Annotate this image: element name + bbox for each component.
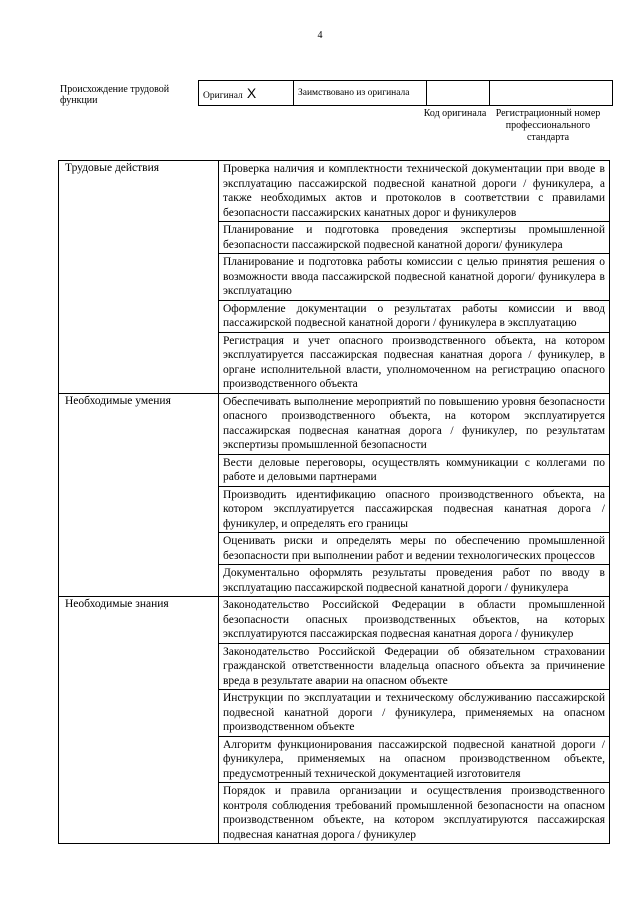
- reg-number-label: Регистрационный номер профессионального стандарта: [495, 108, 601, 143]
- table-row: [59, 161, 610, 222]
- borrowed-cell: [294, 81, 427, 106]
- reg-number-cell: [490, 81, 613, 106]
- section-item: Законодательство Российской Федерации в области промышленной безопасности опасных производственных объектов, на которых эксплуатируются пассажирская подвесная канатная дорога / фуникулер: [219, 597, 610, 644]
- section-item: Проверка наличия и комплектности технической документации при вводе в эксплуатацию пассажирской подвесной канатной дороги / фуникулера, а также необходимых актов и протоколов в соответствии с правилами безопасности пассажирских канатных дорог и фуникулеров: [219, 161, 610, 222]
- section-item: Оформление документации о результатах работы комиссии и ввод пассажирской подвесной канатной дороги / фуникулера в эксплуатацию: [219, 300, 610, 332]
- section-item: Оценивать риски и определять меры по обеспечению промышленной безопасности при выполнении работ и ведении технологических процессов: [219, 533, 610, 565]
- original-cell: [199, 81, 294, 106]
- section-label: Необходимые знания: [59, 597, 219, 844]
- section-item: Инструкции по эксплуатации и техническому обслуживанию пассажирской подвесной канатной дороги / фуникулера, применяемых на опасном производственном объекте: [219, 690, 610, 737]
- section-label: Необходимые умения: [59, 393, 219, 597]
- page-number: 4: [317, 30, 323, 41]
- original-mark: X: [246, 85, 257, 101]
- origin-label: Происхождение трудовой функции: [60, 84, 170, 106]
- section-item: Порядок и правила организации и осуществления производственного контроля соблюдения требований промышленной безопасности на опасном производственном объекте, на котором эксплуатируются пассажирская подвесная канатная дорога / фуникулер: [219, 783, 610, 844]
- original-label: Оригинал: [203, 91, 243, 101]
- section-item: Алгоритм функционирования пассажирской подвесной канатной дороги / фуникулера, применяемых на опасном производственном объекте, предусмотренный технической документацией изготовителя: [219, 736, 610, 783]
- code-original-label: Код оригинала: [423, 108, 487, 119]
- table-row: [59, 597, 610, 644]
- section-item: Документально оформлять результаты проведения работ по вводу в эксплуатацию пассажирской подвесной канатной дороги / фуникулера: [219, 565, 610, 597]
- section-item: Планирование и подготовка проведения экспертизы промышленной безопасности пассажирской подвесной канатной дороги/ фуникулера: [219, 222, 610, 254]
- function-table: [58, 160, 610, 844]
- borrowed-label: Заимствовано из оригинала: [298, 88, 410, 98]
- section-label: Трудовые действия: [59, 161, 219, 394]
- code-cell: [427, 81, 490, 106]
- section-item: Вести деловые переговоры, осуществлять коммуникации с коллегами по работе и деловыми партнерами: [219, 454, 610, 486]
- table-row: [59, 393, 610, 454]
- section-item: Планирование и подготовка работы комиссии с целью принятия решения о возможности ввода пассажирской подвесной канатной дороги/ фуникулера в эксплуатацию: [219, 254, 610, 301]
- section-item: Обеспечивать выполнение мероприятий по повышению уровня безопасности опасного производственного объекта, на котором эксплуатируется пассажирская подвесная канатная дорога / фуникулер, по результатам экспертизы промышленной безопасности: [219, 393, 610, 454]
- origin-table: [198, 80, 613, 106]
- section-item: Законодательство Российской Федерации об обязательном страховании гражданской ответственности владельца опасного объекта за причинение вреда в результате аварии на опасном объекте: [219, 643, 610, 690]
- section-item: Производить идентификацию опасного производственного объекта, на котором эксплуатируется пассажирская подвесная канатная дорога / фуникулер, и определять его границы: [219, 486, 610, 533]
- function-table-body: [59, 161, 610, 844]
- section-item: Регистрация и учет опасного производственного объекта, на котором эксплуатируется пассажирская подвесная канатная дорога / фуникулер, в органе исполнительной власти, уполномоченном на регистрацию опасного производственного объекта: [219, 332, 610, 393]
